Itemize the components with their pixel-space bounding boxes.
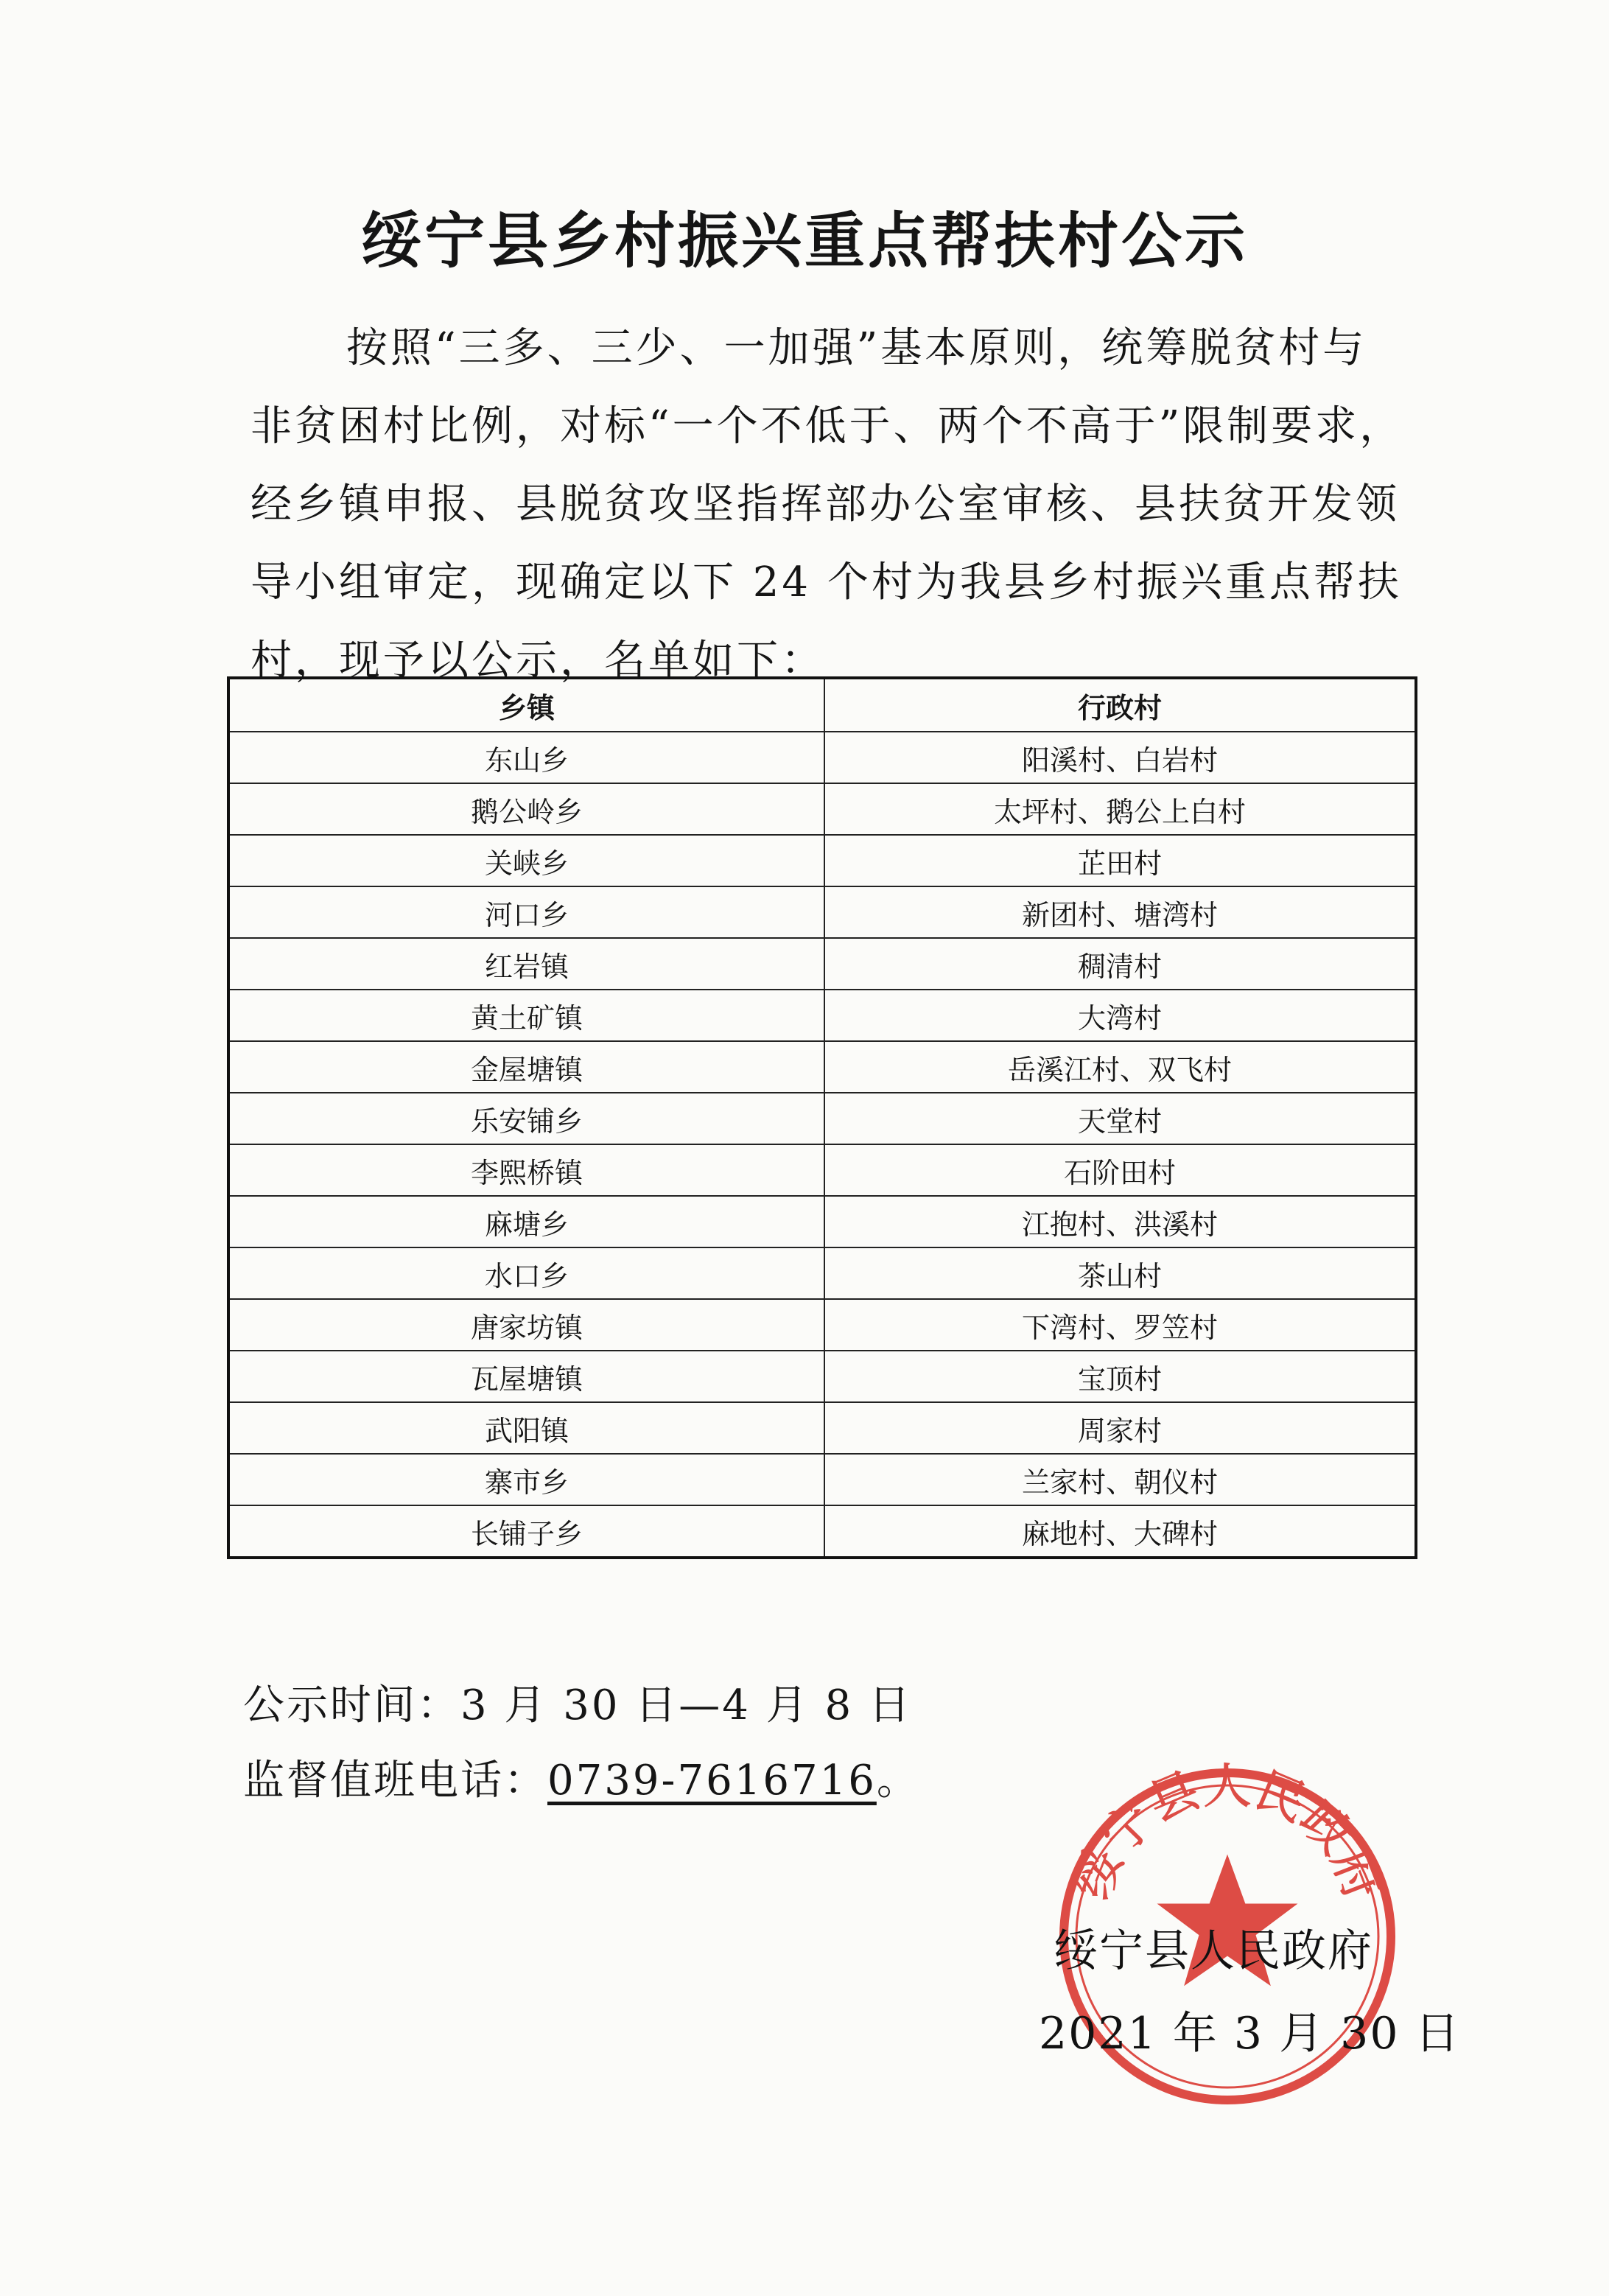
village-cell: 宝顶村 [824,1351,1416,1402]
village-cell: 兰家村、朝仪村 [824,1454,1416,1505]
table-row [228,990,1416,1041]
township-cell: 水口乡 [228,1247,824,1299]
table-row [228,1505,1416,1558]
village-cell: 新团村、塘湾村 [824,886,1416,938]
signature-org: 绥宁县人民政府 [1054,1925,1373,1977]
page-title: 绥宁县乡村振兴重点帮扶村公示 [360,206,1248,276]
township-cell: 鹅公岭乡 [228,783,824,835]
table-row [228,886,1416,938]
township-cell: 武阳镇 [228,1402,824,1454]
township-cell: 金屋塘镇 [228,1041,824,1093]
intro-line: 按照“三多、三少、一加强”基本原则，统筹脱贫村与 [346,324,1367,372]
township-cell: 关峡乡 [228,835,824,886]
period-label: 公示时间： [243,1681,460,1729]
intro-line: 村，现予以公示，名单如下： [250,637,825,685]
village-cell: 江抱村、洪溪村 [824,1196,1416,1247]
township-cell: 东山乡 [228,732,824,783]
table-row [228,1247,1416,1299]
table-row [228,1196,1416,1247]
supervision-phone [243,1748,920,1807]
township-cell: 长铺子乡 [228,1505,824,1558]
village-cell: 大湾村 [824,990,1416,1041]
township-cell: 河口乡 [228,886,824,938]
village-cell: 阳溪村、白岩村 [824,732,1416,783]
village-cell: 石阶田村 [824,1144,1416,1196]
phone-number: 0739-7616716 [547,1757,877,1805]
table-row [228,1041,1416,1093]
table-row [228,1144,1416,1196]
township-cell: 唐家坊镇 [228,1299,824,1351]
table-row [228,783,1416,835]
village-table [227,676,1417,1559]
intro-line: 经乡镇申报、县脱贫攻坚指挥部办公室审核、县扶贫开发领 [250,480,1400,528]
table-row [228,835,1416,886]
table-body [228,732,1416,1558]
village-cell: 天堂村 [824,1093,1416,1144]
village-cell: 周家村 [824,1402,1416,1454]
intro-paragraph [250,309,1404,700]
intro-line: 非贫困村比例，对标“一个不低于、两个不高于”限制要求， [250,402,1404,450]
village-cell: 稠清村 [824,938,1416,990]
table-row [228,732,1416,783]
village-cell: 麻地村、大碑村 [824,1505,1416,1558]
phone-label: 监督值班电话： [243,1757,547,1805]
table-row [228,1402,1416,1454]
intro-line: 导小组审定，现确定以下 24 个村为我县乡村振兴重点帮扶 [250,559,1402,606]
township-cell: 红岩镇 [228,938,824,990]
table-row [228,1093,1416,1144]
village-cell: 茶山村 [824,1247,1416,1299]
seal-text: 绥宁县人民政府 [1063,1757,1392,1908]
table-row [228,938,1416,990]
township-cell: 麻塘乡 [228,1196,824,1247]
header-village: 行政村 [824,678,1416,732]
publicity-period [243,1673,912,1732]
signature-date: 2021 年 3 月 30 日 [1039,2008,1461,2059]
township-cell: 寨市乡 [228,1454,824,1505]
township-cell: 黄土矿镇 [228,990,824,1041]
township-cell: 瓦屋塘镇 [228,1351,824,1402]
period-value: 3 月 30 日—4 月 8 日 [460,1681,912,1729]
township-cell: 乐安铺乡 [228,1093,824,1144]
village-cell: 下湾村、罗笠村 [824,1299,1416,1351]
table-header-row [228,678,1416,732]
table-row [228,1299,1416,1351]
village-cell: 太坪村、鹅公上白村 [824,783,1416,835]
table-row [228,1351,1416,1402]
village-cell: 岳溪江村、双飞村 [824,1041,1416,1093]
table-row [228,1454,1416,1505]
phone-suffix: 。 [876,1757,920,1805]
township-cell: 李熙桥镇 [228,1144,824,1196]
village-cell: 芷田村 [824,835,1416,886]
header-township: 乡镇 [228,678,824,732]
